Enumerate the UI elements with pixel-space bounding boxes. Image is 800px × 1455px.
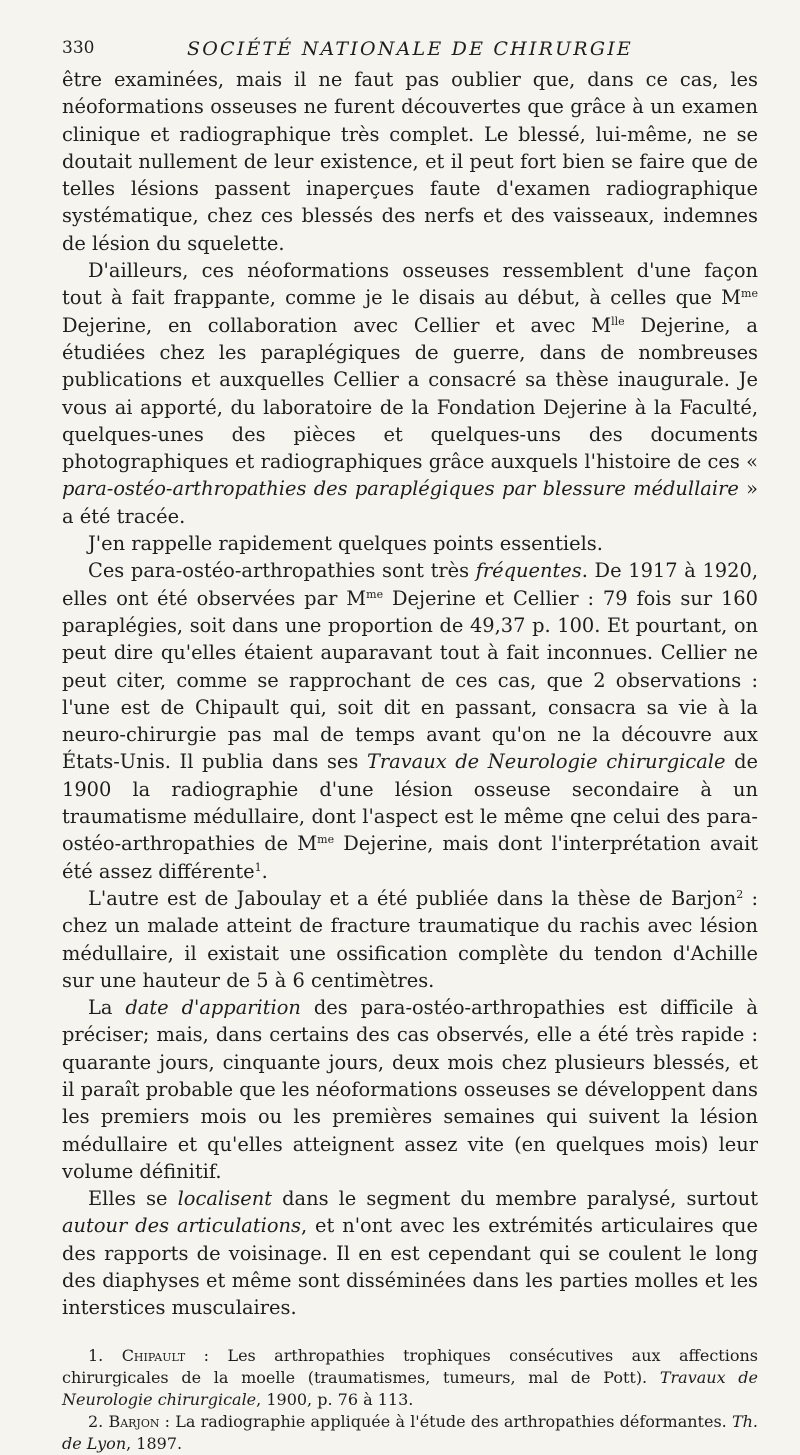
- body-text: [62, 66, 758, 1322]
- superscript: 2: [736, 887, 744, 901]
- text-run: 2.: [88, 1411, 109, 1431]
- footnote: [62, 1411, 758, 1455]
- italic-text: autour des articulations: [62, 1214, 301, 1238]
- footnotes: [62, 1345, 758, 1455]
- superscript: me: [741, 287, 758, 301]
- text-run: Dejerine, mais dont l'interprétation avait été assez différente: [62, 832, 759, 883]
- page-header: [62, 32, 758, 66]
- text-run: . De 1917 à 1920, elles ont été observées par M: [62, 559, 758, 610]
- text-run: , et n'ont avec les extrémités articulaires que des rapports de voisinage. Il en est cependant qui se coulent le long des diaphyses et même sont disséminées dans les parties molles et les interstices musculaires.: [62, 1214, 759, 1320]
- running-title: SOCIÉTÉ NATIONALE DE CHIRURGIE: [187, 38, 633, 60]
- text-run: : La radiographie appliquée à l'étude des arthropathies déformantes.: [159, 1411, 732, 1431]
- text-run: » a été tracée.: [62, 477, 758, 528]
- text-run: Ces para-ostéo-arthropathies sont très: [88, 559, 476, 583]
- italic-text: Th. de Lyon: [62, 1411, 758, 1453]
- superscript: me: [317, 833, 335, 847]
- text-run: L'autre est de Jaboulay et a été publiée dans la thèse de Barjon: [88, 886, 737, 910]
- text-run: , 1897.: [126, 1433, 183, 1453]
- italic-text: localisent: [177, 1187, 273, 1211]
- text-run: Dejerine, en collaboration avec Cellier et avec M: [62, 313, 612, 337]
- paragraph: [62, 885, 758, 994]
- superscript: me: [366, 587, 384, 601]
- page-number: 330: [62, 38, 95, 58]
- text-run: être examinées, mais il ne faut pas oublier que, dans ce cas, les néoformations osseuses ne furent découvertes que grâce à un examen clinique et radiographique très complet. Le blessé, lui-même, ne se doutait nullement de leur existence, et il peut fort bien se faire que de telles lésions passent inaperçues faute d'examen radiographique systématique, chez ces blessés des nerfs et des vaisseaux, indemnes de lésion du squelette.: [62, 68, 758, 255]
- text-run: 1.: [88, 1345, 122, 1365]
- text-run: , 1900, p. 76 à 113.: [256, 1389, 414, 1409]
- paragraph: [62, 257, 758, 530]
- text-run: : Les arthropathies trophiques consécutives aux affections chirurgicales de la moelle (traumatismes, tumeurs, mal de Pott).: [62, 1345, 758, 1387]
- footnote: [62, 1345, 758, 1411]
- paragraph: [62, 1185, 758, 1321]
- italic-text: Travaux de Neurologie chirurgicale: [62, 1367, 759, 1409]
- text-run: Dejerine et Cellier : 79 fois sur 160 paraplégies, soit dans une proportion de 49,37 p. 100. Et pourtant, on peut dire qu'elles étaient auparavant tout à fait inconnues. Cellier ne peut citer, comme se rapprochant de ces cas, que 2 observations : l'une est de Chipault qui, soit dit en passant, consacra sa vie à la neuro-chirurgie pas mal de temps avant qu'on ne la découvre aux États-Unis. Il publia dans ses: [62, 586, 758, 774]
- superscript: 1: [254, 860, 262, 874]
- italic-text: Travaux de Neurologie chirurgicale: [366, 750, 726, 774]
- italic-text: para-ostéo-arthropathies des paraplégiques par blessure médullaire: [62, 477, 739, 501]
- author-name: Barjon: [108, 1411, 160, 1431]
- paragraph: [62, 994, 758, 1185]
- text-run: .: [261, 859, 268, 883]
- text-run: D'ailleurs, ces néoformations osseuses ressemblent d'une façon tout à fait frappante, comme je le disais au début, à celles que M: [62, 259, 758, 310]
- text-run: dans le segment du membre paralysé, surtout: [272, 1187, 758, 1211]
- italic-text: date d'apparition: [125, 996, 301, 1020]
- paragraph: [62, 557, 758, 885]
- text-run: J'en rappelle rapidement quelques points essentiels.: [88, 532, 603, 556]
- italic-text: fréquentes: [475, 559, 582, 583]
- text-run: La: [88, 996, 126, 1020]
- text-run: : chez un malade atteint de fracture traumatique du rachis avec lésion médullaire, il existait une ossification complète du tendon d'Achille sur une hauteur de 5 à 6 centimètres.: [62, 886, 758, 992]
- text-run: de 1900 la radiographie d'une lésion osseuse secondaire à un traumatisme médullaire, dont l'aspect est le même qne celui des para-ostéo-arthropathies de M: [62, 750, 758, 856]
- text-run: des para-ostéo-arthropathies est difficile à préciser; mais, dans certains des cas observés, elle a été très rapide : quarante jours, cinquante jours, deux mois chez plusieurs blessés, et il paraît probable que les néoformations osseuses se développent dans les premiers mois ou les premières semaines qui suivent la lésion médullaire et qu'elles atteignent assez vite (en quelques mois) leur volume définitif.: [62, 996, 758, 1183]
- text-run: Elles se: [88, 1187, 178, 1211]
- text-run: Dejerine, a étudiées chez les paraplégiques de guerre, dans de nombreuses publications et auxquelles Cellier a consacré sa thèse inaugurale. Je vous ai apporté, du laboratoire de la Fondation Dejerine à la Faculté, quelques-unes des pièces et quelques-uns des documents photographiques et radiographiques grâce auxquels l'histoire de ces «: [62, 313, 758, 474]
- paragraph: [62, 530, 758, 557]
- superscript: lle: [611, 314, 625, 328]
- paragraph: [62, 66, 758, 257]
- author-name: Chipault: [121, 1345, 186, 1365]
- book-page: [62, 32, 758, 1455]
